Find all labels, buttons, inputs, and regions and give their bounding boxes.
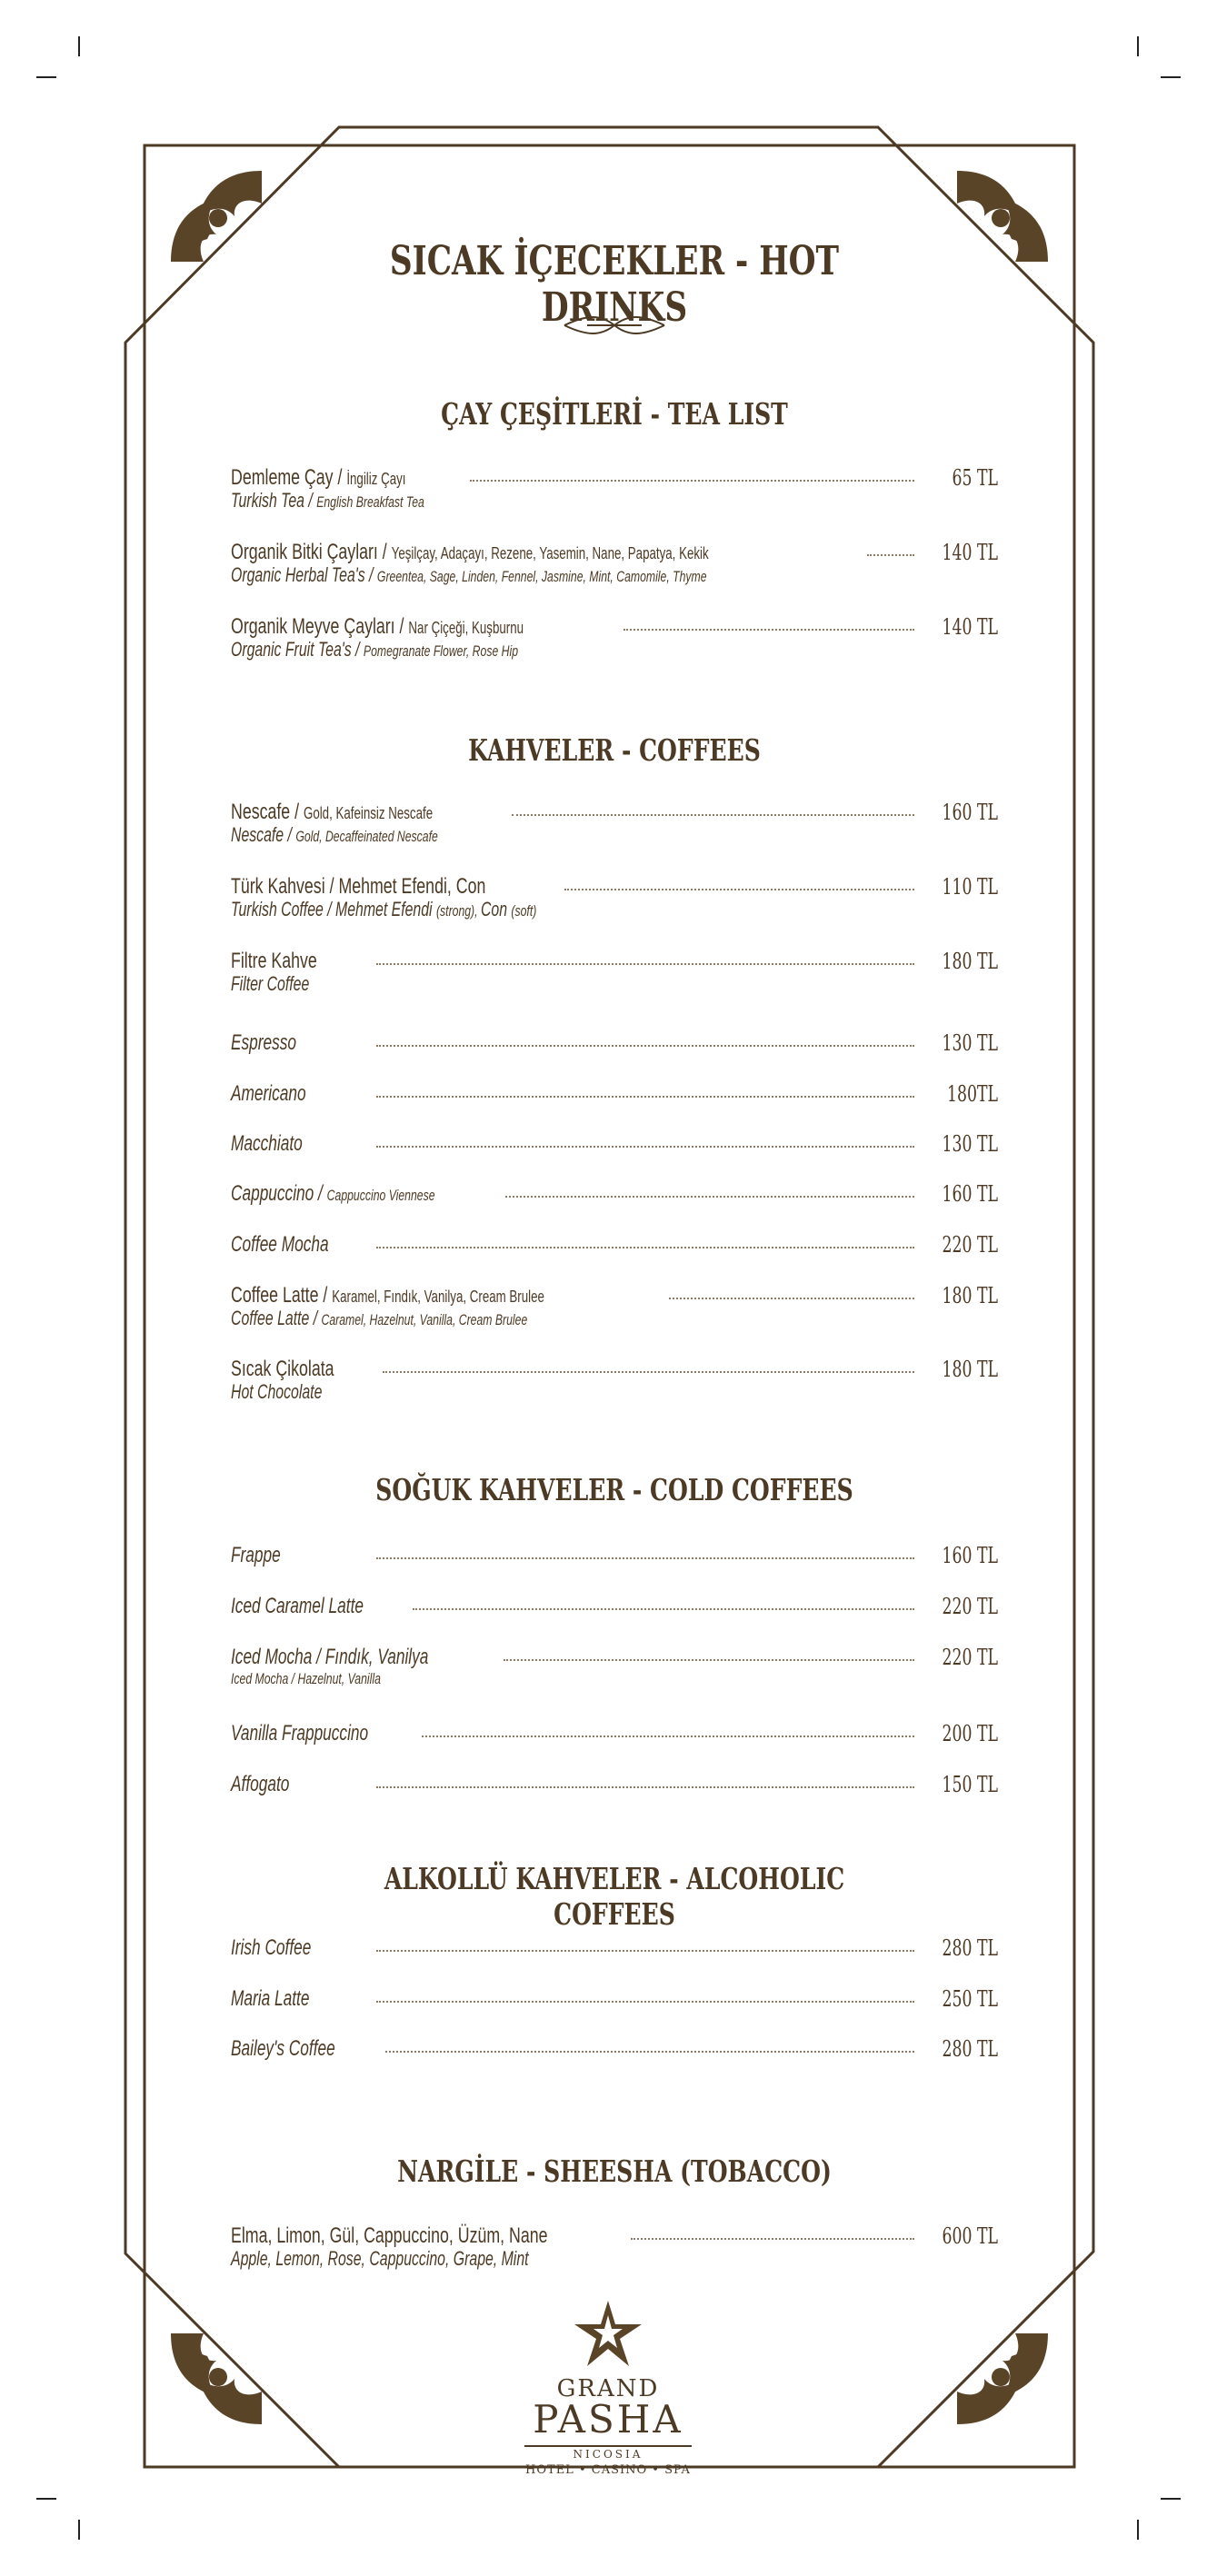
section-title: NARGİLE - SHEESHA (TOBACCO) [397,2153,832,2189]
menu-item [231,1357,998,1411]
item-price: 180 TL [942,1357,998,1382]
menu-item [231,1131,998,1186]
item-name-en [231,1935,311,1961]
item-name-tr-main: Filtre Kahve [231,949,317,973]
item-name-en-detail: Cappuccino Viennese [326,1187,435,1204]
item-name-tr-main: Organik Meyve Çayları / [231,614,409,639]
item-name-en [231,1721,368,1746]
item-name-tr [231,800,433,825]
section-title: ÇAY ÇEŞİTLERİ - TEA LIST [441,396,788,432]
item-leader-dots [470,480,914,482]
item-leader-dots [623,629,914,631]
menu-item [231,1283,998,1338]
item-name-en [231,1081,306,1107]
item-price: 180 TL [942,1283,998,1308]
item-name-tr [231,1357,334,1382]
item-name-en [231,638,518,661]
menu-item [231,1232,998,1287]
item-name-tr-detail: Gold, Kafeinsiz Nescafe [303,804,434,822]
section-title: ALKOLLÜ KAHVELER - ALCOHOLIC COFFEES [384,1861,845,1932]
menu-item [231,949,998,1003]
item-name-en [231,563,707,587]
menu-item [231,800,998,854]
item-price: 250 TL [942,1986,998,2012]
menu-item [231,1030,998,1085]
item-name-tr-main: Nescafe / [231,800,304,824]
menu-item [231,2036,998,2091]
item-leader-dots [422,1736,914,1737]
item-leader-dots [504,1659,914,1661]
corner-ornament-icon [948,162,1057,271]
item-name-en-detail: Gold, Decaffeinated Nescafe [295,828,438,845]
item-leader-dots [376,1045,914,1047]
section-title: SOĞUK KAHVELER - COLD COFFEES [375,1472,853,1507]
item-price: 65 TL [952,465,998,491]
menu-item [231,874,998,929]
item-name-tr-detail: Karamel, Fındık, Vanilya, Cream Brulee [332,1288,544,1306]
item-name-en [231,823,438,847]
logo-tagline: HOTEL • CASINO • SPA [525,2463,691,2477]
item-leader-dots [376,1247,914,1248]
item-name-en [231,972,309,996]
item-name-en-main: Irish Coffee [231,1935,312,1960]
item-price: 130 TL [942,1131,998,1157]
item-name-en-main: Filter Coffee [231,972,310,995]
item-price: 110 TL [942,874,998,900]
item-leader-dots [376,963,914,965]
menu-item [231,1986,998,2041]
item-price: 220 TL [942,1232,998,1258]
item-name-tr-main: Sıcak Çikolata [231,1357,334,1381]
logo-rule [524,2445,692,2447]
menu-item [231,1645,998,1699]
section-title: KAHVELER - COFFEES [468,732,761,768]
item-name-en [231,1380,322,1404]
item-name-en-main: Organic Fruit Tea's / [231,638,364,661]
corner-ornament-icon [162,2324,271,2433]
item-name-en [231,1030,296,1056]
item-name-en-main: Affogato [231,1772,290,1796]
item-name-tr [231,540,709,565]
item-price: 200 TL [942,1721,998,1746]
item-name-tr [231,1283,544,1308]
menu-item [231,1594,998,1648]
item-leader-dots [376,1786,914,1788]
item-name-en-main: Espresso [231,1030,297,1055]
star-icon [573,2299,643,2370]
item-name-en [231,1232,329,1258]
item-name-en-main: Turkish Coffee / Mehmet Efendi [231,898,436,920]
item-name-en-main: Vanilla Frappuccino [231,1721,369,1746]
item-name-en-main: Maria Latte [231,1986,310,2011]
item-price: 140 TL [942,614,998,640]
item-name-tr-main: Elma, Limon, Gül, Cappuccino, Üzüm, Nane [231,2223,548,2248]
corner-ornament-icon [162,162,271,271]
item-name-en-detail: (strong), [435,902,481,920]
item-leader-dots [867,554,914,556]
logo-grand: GRAND [556,2375,660,2402]
item-name-en [231,1594,364,1619]
item-name-en-main: Iced Mocha / Fındık, Vanilya [231,1645,429,1669]
item-name-tr-main: Organik Bitki Çayları / [231,540,392,564]
item-name-en [231,1772,289,1797]
item-name-tr [231,949,317,974]
item-leader-dots [385,2051,914,2053]
flourish-divider-icon [560,307,669,343]
menu-item [231,540,998,594]
item-name-en-detail: Pomegranate Flower, Rose Hip [363,642,519,660]
item-leader-dots [376,1096,914,1098]
item-name-tr-detail: İngiliz Çayı [346,470,406,488]
menu-item [231,614,998,669]
item-leader-dots [376,1950,914,1952]
item-leader-dots [631,2238,914,2240]
item-name-en-main: Coffee Mocha [231,1232,329,1257]
item-name-en-main: Hot Chocolate [231,1380,323,1403]
item-name-en [231,2036,335,2062]
menu-item [231,1721,998,1775]
item-leader-dots [376,2001,914,2003]
item-leader-dots [383,1371,914,1373]
item-name-tr-detail: Nar Çiçeği, Kuşburnu [408,619,524,637]
corner-ornament-icon [948,2324,1057,2433]
item-price: 600 TL [942,2223,998,2249]
page-title: SICAK İÇECEKLER - HOT DRINKS [389,238,840,331]
item-name-en-main: Americano [231,1081,306,1106]
item-name-en-secondary: Iced Mocha / Hazelnut, Vanilla [231,1670,381,1687]
item-price: 220 TL [942,1594,998,1619]
item-name-en [231,1181,435,1207]
item-name-en-main: Coffee Latte / [231,1307,322,1329]
item-name-en-detail: English Breakfast Tea [316,493,424,511]
item-name-en-main: Iced Caramel Latte [231,1594,364,1618]
item-name-en [231,1131,303,1157]
item-name-en-tail-detail: (soft) [511,902,537,920]
item-price: 130 TL [942,1030,998,1056]
menu-item [231,1081,998,1136]
item-name-en-main: Cappuccino / [231,1181,327,1206]
item-price: 140 TL [942,540,998,565]
item-name-en [231,1986,309,2012]
item-price: 180TL [947,1081,998,1107]
item-name-en [231,489,424,512]
item-name-en-main: Organic Herbal Tea's / [231,563,377,586]
item-name-en-tail: Con [480,898,512,920]
item-price: 150 TL [942,1772,998,1797]
item-name-en-main: Frappe [231,1543,281,1567]
item-price: 280 TL [942,1935,998,1961]
item-name-en-detail: Greentea, Sage, Linden, Fennel, Jasmine, Mint, Camomile, Thyme [376,568,707,585]
item-price: 160 TL [942,1181,998,1207]
item-name-tr [231,465,405,491]
item-leader-dots [376,1557,914,1559]
item-name-tr-main: Türk Kahvesi / Mehmet Efendi, Con [231,874,486,899]
item-name-tr [231,2223,547,2249]
menu-item [231,1543,998,1597]
item-name-tr-main: Coffee Latte / [231,1283,333,1308]
item-leader-dots [505,1196,914,1198]
item-name-tr [231,614,524,640]
item-name-en-main: Bailey's Coffee [231,2036,335,2061]
logo-pasha: PASHA [533,2397,683,2442]
item-name-en-main: Turkish Tea / [231,489,317,512]
item-price: 180 TL [942,949,998,974]
item-name-tr-detail: Yeşilçay, Adaçayı, Rezene, Yasemin, Nane, Papatya, Kekik [391,544,709,562]
item-price: 160 TL [942,800,998,825]
item-price: 280 TL [942,2036,998,2062]
item-name-en [231,1307,527,1330]
menu-item [231,1181,998,1236]
menu-item [231,1935,998,1990]
item-price: 220 TL [942,1645,998,1670]
item-name-en-detail: Caramel, Hazelnut, Vanilla, Cream Brulee [321,1311,528,1328]
item-leader-dots [669,1298,915,1299]
grand-pasha-logo [517,2299,699,2481]
item-leader-dots [376,1146,914,1148]
item-name-en [231,2247,529,2271]
item-name-tr [231,874,485,900]
item-name-en [231,1543,281,1568]
item-name-en [231,898,536,921]
item-leader-dots [512,814,914,816]
item-name-en-main: Nescafe / [231,823,296,846]
item-name-en-main: Macchiato [231,1131,303,1156]
item-name-tr-main: Demleme Çay / [231,465,347,490]
menu-item [231,465,998,520]
menu-item [231,2223,998,2278]
logo-nicosia: NICOSIA [573,2448,643,2461]
item-leader-dots [564,889,915,890]
menu-item [231,1772,998,1826]
item-price: 160 TL [942,1543,998,1568]
item-name-en [231,1645,428,1670]
item-name-en-main: Apple, Lemon, Rose, Cappuccino, Grape, Mint [231,2247,529,2270]
item-leader-dots [413,1608,914,1610]
